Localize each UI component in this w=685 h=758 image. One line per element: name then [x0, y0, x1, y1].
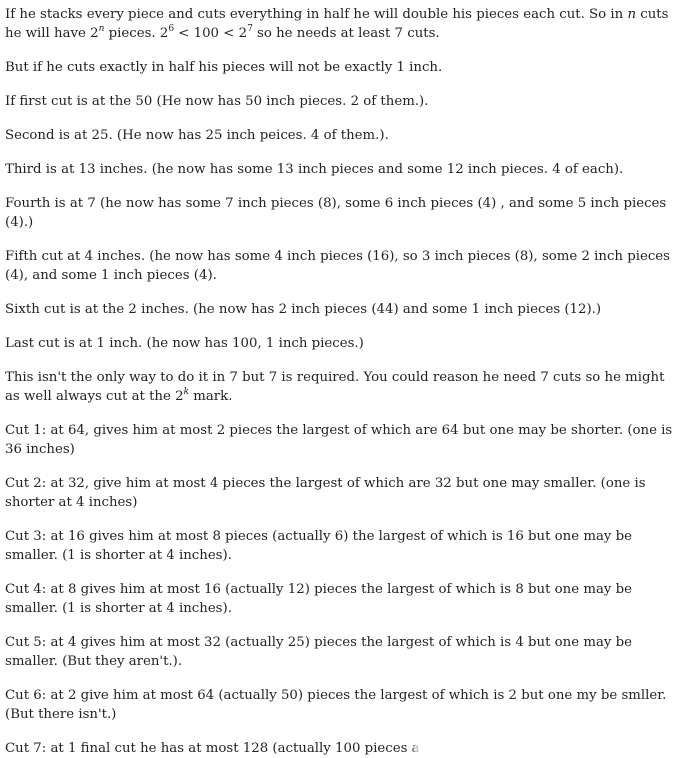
- paragraph-cut-1: Cut 1: at 64, gives him at most 2 pieces the largest of which are 64 but one may be shorter. (one is 36 inches): [5, 423, 673, 457]
- faded-trailing-text: a: [411, 741, 420, 756]
- paragraph-cut-3: Cut 3: at 16 gives him at most 8 pieces (actually 6) the largest of which is 16 but one may be smaller. (1 is shorter at 4 inches).: [5, 529, 632, 563]
- paragraph-third-cut: Third is at 13 inches. (he now has some 13 inch pieces and some 12 inch pieces. 4 of each).: [5, 162, 624, 177]
- paragraph-last-cut: Last cut is at 1 inch. (he now has 100, 1 inch pieces.): [5, 336, 364, 351]
- paragraph-cut-5: Cut 5: at 4 gives him at most 32 (actually 25) pieces the largest of which is 4 but one may be smaller. (But they aren't.).: [5, 635, 632, 669]
- superscript-n: n: [98, 24, 105, 34]
- paragraph-fourth-cut: Fourth is at 7 (he now has some 7 inch pieces (8), some 6 inch pieces (4) , and some 5 inch pieces (4).): [5, 196, 667, 230]
- math-n: n: [627, 7, 637, 22]
- paragraph-first-cut: If first cut is at the 50 (He now has 50 inch pieces. 2 of them.).: [5, 94, 429, 109]
- paragraph-cut-2: Cut 2: at 32, give him at most 4 pieces the largest of which are 32 but one may smaller. (one is shorter at 4 inches): [5, 476, 646, 510]
- paragraph-cut-6: Cut 6: at 2 give him at most 64 (actually 50) pieces the largest of which is 2 but one my be smller. (But there isn't.): [5, 688, 667, 722]
- superscript-7: 7: [247, 24, 253, 34]
- paragraph-cut-7: Cut 7: at 1 final cut he has at most 128 (actually 100 pieces a: [5, 741, 420, 756]
- paragraph-fifth-cut: Fifth cut at 4 inches. (he now has some 4 inch pieces (16), so 3 inch pieces (8), some 2 inch pieces (4), and some 1 inch pieces (4).: [5, 249, 670, 283]
- superscript-k: k: [183, 387, 190, 397]
- paragraph-doubling-intro: If he stacks every piece and cuts everything in half he will double his pieces each cut. So in n cuts he will have 2$^n$ pieces. $2^6 < 100 < 2^7$ so he needs at least 7 cuts.: [5, 7, 669, 41]
- superscript-6: 6: [168, 24, 175, 34]
- paragraph-second-cut: Second is at 25. (He now has 25 inch peices. 4 of them.).: [5, 128, 389, 143]
- paragraph-cut-4: Cut 4: at 8 gives him at most 16 (actually 12) pieces the largest of which is 8 but one may be smaller. (1 is shorter at 4 inches).: [5, 582, 632, 616]
- paragraph-not-exact: But if he cuts exactly in half his pieces will not be exactly 1 inch.: [5, 60, 443, 75]
- paragraph-alternative: This isn't the only way to do it in 7 but 7 is required. You could reason he need 7 cuts so he might as well always cut at the 2$^k$ mark.: [5, 370, 665, 404]
- paragraph-sixth-cut: Sixth cut is at the 2 inches. (he now has 2 inch pieces (44) and some 1 inch pieces (12).): [5, 302, 602, 317]
